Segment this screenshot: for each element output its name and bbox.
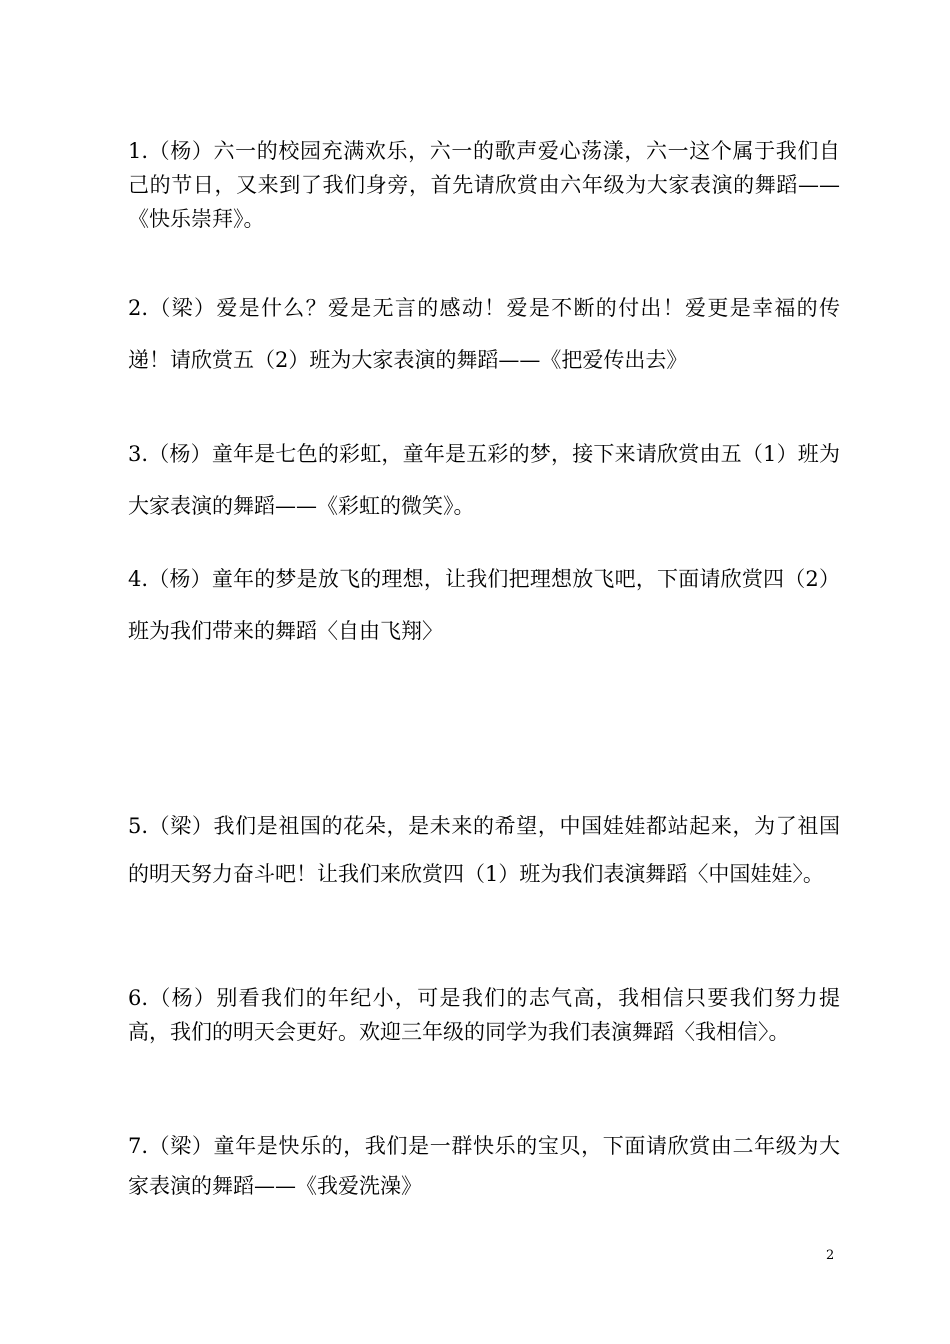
page-number: 2 (826, 1248, 835, 1263)
paragraph-7: 7.（梁）童年是快乐的，我们是一群快乐的宝贝，下面请欣赏由二年级为大家表演的舞蹈——《我爱洗澡》 (128, 1134, 840, 1198)
paragraph-5: 5.（梁）我们是祖国的花朵，是未来的希望，中国娃娃都站起来，为了祖国的明天努力奋斗吧！让我们来欣赏四（1）班为我们表演舞蹈〈中国娃娃〉。 (128, 814, 840, 886)
paragraph-1: 1.（杨）六一的校园充满欢乐，六一的歌声爱心荡漾，六一这个属于我们自己的节日，又来到了我们身旁，首先请欣赏由六年级为大家表演的舞蹈——《快乐崇拜》。 (128, 139, 840, 231)
paragraph-6: 6.（杨）别看我们的年纪小，可是我们的志气高，我相信只要我们努力提高，我们的明天会更好。欢迎三年级的同学为我们表演舞蹈〈我相信〉。 (128, 986, 840, 1044)
paragraph-2: 2.（梁）爱是什么？爱是无言的感动！爱是不断的付出！爱更是幸福的传递！请欣赏五（2）班为大家表演的舞蹈——《把爱传出去》 (128, 296, 840, 372)
paragraph-3: 3.（杨）童年是七色的彩虹，童年是五彩的梦，接下来请欣赏由五（1）班为大家表演的舞蹈——《彩虹的微笑》。 (128, 442, 840, 518)
paragraph-4: 4.（杨）童年的梦是放飞的理想，让我们把理想放飞吧，下面请欣赏四（2）班为我们带来的舞蹈〈自由飞翔〉 (128, 567, 840, 643)
